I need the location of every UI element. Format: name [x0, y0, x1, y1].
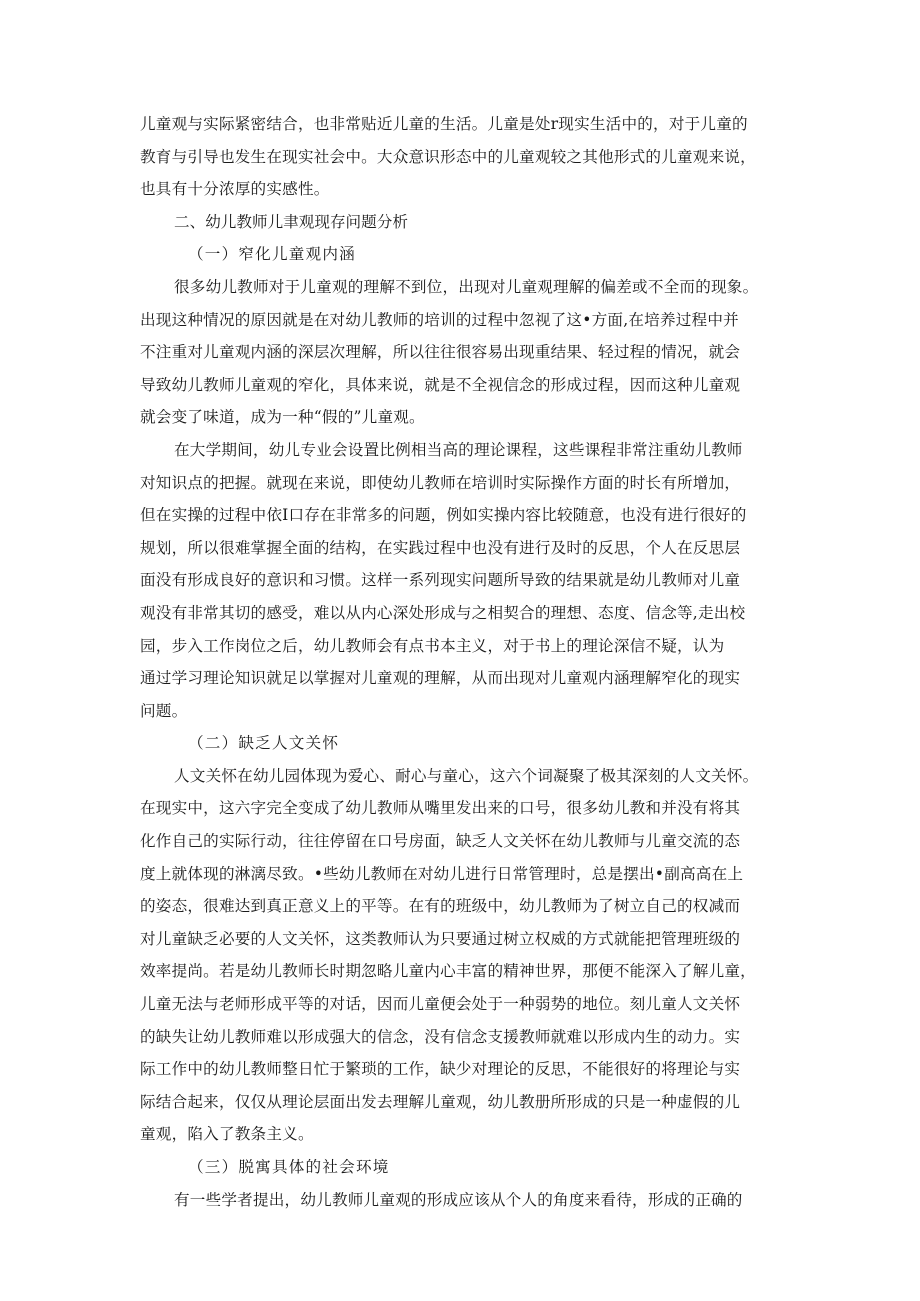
text-line: 人文关怀在幼儿园体现为爱心、耐心与童心，这六个词凝聚了极其深刻的人文关怀。 [174, 766, 759, 785]
text-line: 效率提尚。若是幼儿教师长时期忽略儿童内心丰富的精神世界，那便不能深入了解儿童， [140, 962, 756, 981]
text-line: 园，步入工作岗位之后，幼儿教师会有点书本主义，对于书上的理论深信不疑，认为 [140, 636, 725, 655]
text-line: 度上就体现的淋漓尽致。•些幼儿教师在对幼儿进行日常管理时，总是摆出•副高高在上 [140, 864, 744, 883]
subsection-heading-1: （一）窄化儿童观内涵 [188, 245, 356, 264]
subsection-2-paragraph-1 [140, 760, 790, 1151]
text-line: 儿童无法与老师形成平等的对话，因而儿童便会处于一种弱势的地位。刻儿童人文关怀 [140, 995, 741, 1014]
text-line: 很多幼儿教师对于儿童观的理解不到位，出现对儿童观理解的偏差或不全而的现象。 [174, 277, 759, 296]
text-line: 不注重对儿童观内涵的深层次理解，所以往往很容易出现重结果、轻过程的情况，就会 [140, 343, 741, 362]
text-line: 有一些学者提出，幼儿教师儿童观的形成应该从个人的角度来看待，形成的正确的 [174, 1190, 743, 1209]
text-line: 出现这种情况的原因就是在对幼儿教师的培训的过程中忽视了这•方面,在培养过程中并 [140, 310, 739, 329]
text-line: 对知识点的把握。就现在来说，即使幼儿教师在培训时实际操作方面的时长有所增加， [140, 473, 741, 492]
section-heading: 二、幼儿教师儿聿观现存问题分析 [174, 212, 408, 231]
text-line: 对儿童缺乏必要的人文关怀，这类教师认为只要通过树立权威的方式就能把管理班级的 [140, 929, 741, 948]
text-line: 的姿态，很难达到真正意义上的平等。在有的班级中，幼儿教师为了树立自己的权减而 [140, 897, 741, 916]
text-line: 的缺失让幼儿教师难以形成强大的信念，没有信念支援教师就难以形成内生的动力。实 [140, 1027, 741, 1046]
text-line: 在现实中，这六字完全变成了幼儿教师从嘴里发出来的口号，很多幼儿教和并没有将其 [140, 799, 741, 818]
text-line: 际工作中的幼儿教师整日忙于繁琐的工作，缺少对理论的反思，不能很好的将理论与实 [140, 1060, 741, 1079]
text-line: 化作自己的实际行动，往往停留在口号房面，缺乏人文关怀在幼儿教师与儿童交流的态 [140, 832, 741, 851]
subsection-heading-2: （二）缺乏人文关怀 [188, 734, 340, 753]
text-line: 通过学习理论知识就足以掌握对儿童观的理解，从而出现对儿童观内涵理解窄化的现实 [140, 669, 741, 688]
text-line: 童观，陷入了教条主义。 [140, 1125, 314, 1144]
text-line: 在大学期间，幼儿专业会设置比例相当高的理论课程，这些课程非常注重幼儿教师 [174, 440, 743, 459]
text-line: 观没有非常其切的感受，难以从内心深处形成与之相契合的理想、态度、信念等,走出校 [140, 603, 746, 622]
text-line: 教育与引导也发生在现实社会中。大众意识形态中的儿童观较之其他形式的儿童观来说， [140, 147, 756, 166]
text-line: 面没有形成良好的意识和习惯。这样一系列现实问题所导致的结果就是幼儿教师对儿童 [140, 571, 741, 590]
text-line: 规划，所以很难掌握全面的结构，在实践过程中也没有进行及时的反思，个人在反思层 [140, 538, 741, 557]
subsection-1-paragraph-2 [140, 434, 790, 727]
text-line: 儿童观与实际紧密结合，也非常贴近儿童的生活。儿童是处r现实生活中的，对于儿童的 [140, 115, 748, 133]
subsection-3-paragraph-1 [140, 1184, 790, 1217]
text-line: 际结合起来，仅仅从理论层面出发去理解儿童观，幼儿教册所形成的只是一种虚假的儿 [140, 1092, 741, 1111]
text-line: 问题。 [140, 701, 188, 720]
subsection-heading-3: （三）脱寓具体的社会环境 [188, 1158, 390, 1176]
subsection-1-paragraph-1 [140, 271, 790, 434]
document-page [140, 108, 790, 1216]
intro-paragraph [140, 108, 790, 206]
text-line: 也具有十分浓厚的实感性。 [140, 180, 330, 199]
text-line: 但在实操的过程中依I口存在非常多的问题，例如实操内容比较随意，也没有进行很好的 [140, 506, 747, 525]
text-line: 就会变了味道，成为一种“假的”儿童观。 [140, 408, 425, 427]
text-line: 导致幼儿教师儿童观的窄化，具体来说，就是不全视信念的形成过程，因而这种儿童观 [140, 375, 741, 394]
